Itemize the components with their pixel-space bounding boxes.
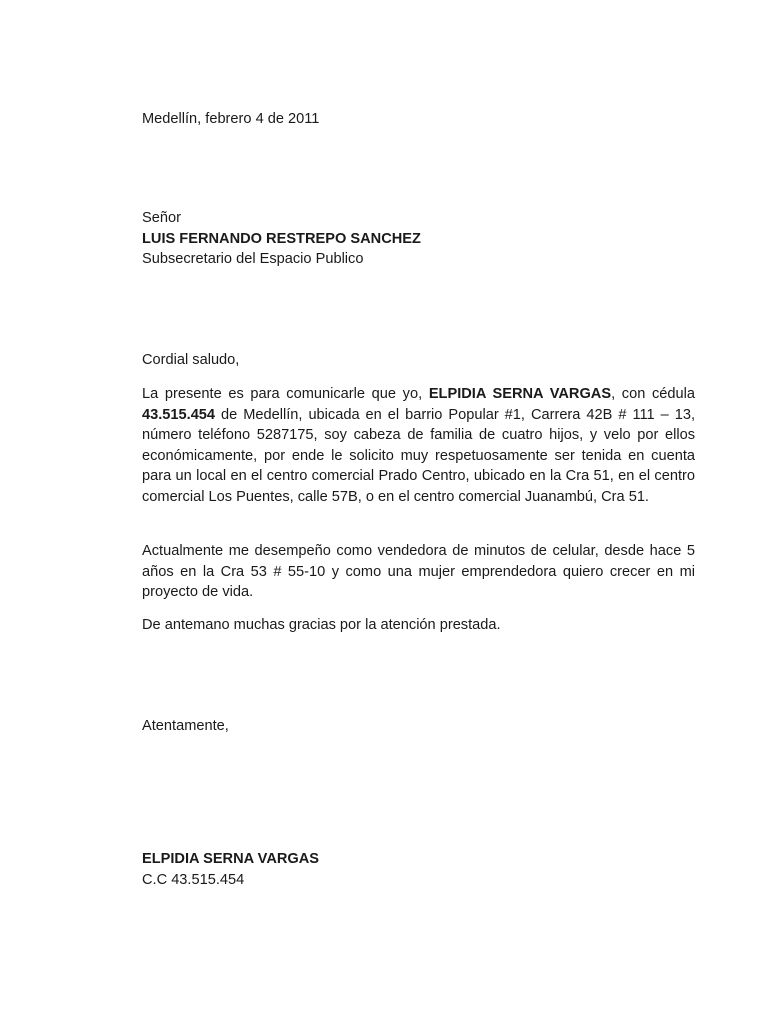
body1-name: ELPIDIA SERNA VARGAS [428,386,612,402]
body1-part1: La presente es para comunicarle que yo, [142,386,429,402]
closing-text: Atentamente, [142,718,229,734]
signature-block [142,849,695,890]
signature-name: ELPIDIA SERNA VARGAS [142,851,320,867]
body1-id: 43.515.454 [142,406,216,423]
date-text: Medellín, febrero 4 de 2011 [142,111,320,127]
closing [142,716,695,737]
body1-part3: de Medellín, ubicada en el barrio Popular #1, Carrera 42B # 111 – 13, número teléfono 5287175, soy cabeza de familia de cuatro hijos, y velo por ellos económicamente, por ende le solicito muy respetuosamente ser tenida en cuenta para un local en el centro comercial Prado Centro, ubicado en la Cra 51, en el centro comercial Los Puentes, calle 57B, o en el centro comercial Juanambú, Cra 51. [142,406,695,505]
body-paragraph-2 [142,541,695,603]
greeting [142,350,695,371]
letter-date [142,109,695,130]
recipient-salutation-title: Señor [142,210,181,226]
signature-id: C.C 43.515.454 [142,871,245,888]
greeting-text: Cordial saludo, [142,352,240,368]
body1-part2: , con cédula [611,386,695,402]
recipient-name: LUIS FERNANDO RESTREPO SANCHEZ [142,230,421,247]
recipient-position: Subsecretario del Espacio Publico [142,251,364,267]
body-paragraph-1 [142,384,695,507]
body-paragraph-1-text [142,384,695,507]
recipient-block [142,208,695,270]
body-paragraph-3-text: De antemano muchas gracias por la atención prestada. [142,617,501,633]
body-paragraph-2-text: Actualmente me desempeño como vendedora de minutos de celular, desde hace 5 años en la Cra 53 # 55-10 y como una mujer emprendedora quiero crecer en mi proyecto de vida. [142,543,695,600]
body-paragraph-3 [142,615,695,636]
